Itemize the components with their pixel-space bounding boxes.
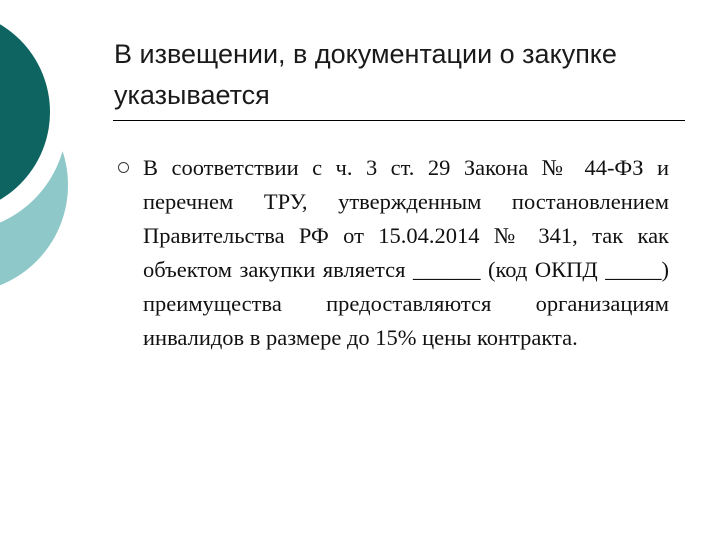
bullet-text: В соответствии с ч. 3 ст. 29 Закона № 44-ФЗ и перечнем ТРУ, утвержденным постановлением Правительства РФ от 15.04.2014 № 341, так как объектом закупки является ______ (код ОКПД _____) преимущества предоставляются организациям инвалидов в размере до 15% цены контракта.	[143, 155, 669, 350]
decorative-circles	[0, 0, 120, 300]
slide-title: В извещении, в документации о закупке указывается	[114, 39, 617, 110]
title-divider	[113, 120, 685, 121]
bullet-circle-icon	[118, 162, 129, 173]
